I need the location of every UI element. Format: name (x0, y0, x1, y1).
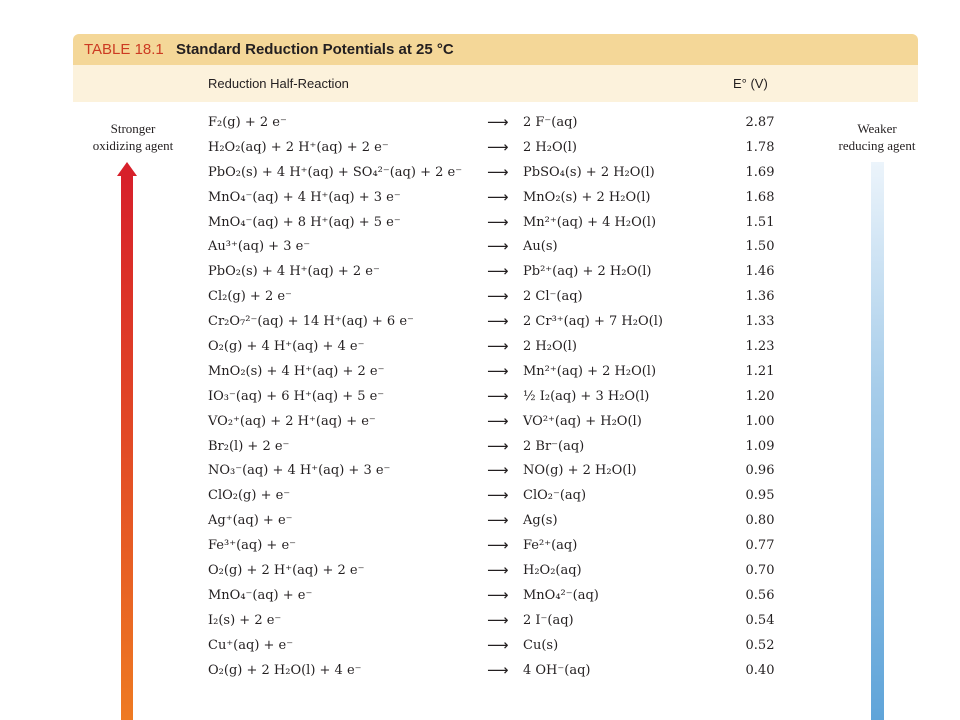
table-row (73, 585, 918, 610)
half-reaction-reactants: Br₂(l) + 2 e⁻ (208, 438, 290, 454)
standard-potential-value: 0.77 (745, 538, 775, 554)
half-reaction-reactants: I₂(s) + 2 e⁻ (208, 612, 282, 628)
half-reaction-products: NO(g) + 2 H₂O(l) (523, 463, 637, 479)
standard-potential-value: 0.56 (745, 587, 775, 603)
half-reaction-products: Mn²⁺(aq) + 2 H₂O(l) (523, 363, 657, 379)
half-reaction-reactants: Ag⁺(aq) + e⁻ (208, 513, 293, 529)
table-row (73, 485, 918, 510)
left-label-line-1: Stronger (110, 121, 156, 136)
half-reaction-reactants: F₂(g) + 2 e⁻ (208, 115, 287, 130)
half-reaction-reactants: O₂(g) + 2 H⁺(aq) + 2 e⁻ (208, 563, 365, 579)
reaction-arrow-icon: ⟶ (487, 511, 509, 530)
half-reaction-products: H₂O₂(aq) (523, 563, 582, 579)
table-row (73, 187, 918, 212)
standard-potential-value: 1.69 (745, 164, 775, 180)
table-title-bar (73, 34, 918, 65)
standard-potential-value: 1.36 (745, 289, 775, 305)
half-reaction-reactants: O₂(g) + 2 H₂O(l) + 4 e⁻ (208, 662, 362, 678)
reaction-arrow-icon: ⟶ (487, 610, 509, 629)
reaction-arrow-icon: ⟶ (487, 411, 509, 430)
half-reaction-reactants: O₂(g) + 4 H⁺(aq) + 4 e⁻ (208, 339, 365, 355)
standard-potential-value: 1.78 (745, 139, 775, 155)
table-row (73, 236, 918, 261)
half-reaction-reactants: Fe³⁺(aq) + e⁻ (208, 538, 297, 554)
table-title: Standard Reduction Potentials at 25 °C (175, 41, 454, 58)
standard-potential-value: 0.52 (745, 637, 775, 653)
half-reaction-reactants: MnO₂(s) + 4 H⁺(aq) + 2 e⁻ (208, 363, 385, 379)
reaction-arrow-icon: ⟶ (487, 561, 509, 580)
table-row (73, 510, 918, 535)
half-reaction-reactants: ClO₂(g) + e⁻ (208, 488, 291, 504)
table-row (73, 610, 918, 635)
half-reaction-reactants: NO₃⁻(aq) + 4 H⁺(aq) + 3 e⁻ (208, 463, 391, 479)
table-row (73, 212, 918, 237)
reaction-arrow-icon: ⟶ (487, 212, 509, 231)
reaction-arrow-icon: ⟶ (487, 312, 509, 331)
standard-potential-value: 1.68 (745, 189, 775, 205)
half-reaction-reactants: H₂O₂(aq) + 2 H⁺(aq) + 2 e⁻ (208, 139, 389, 155)
half-reaction-products: 4 OH⁻(aq) (523, 662, 591, 678)
standard-potential-value: 0.95 (745, 488, 775, 504)
table-number: TABLE 18.1 (84, 41, 164, 58)
table-row (73, 635, 918, 660)
standard-potential-value: 0.80 (745, 513, 775, 529)
standard-potential-value: 0.54 (745, 612, 775, 628)
table-row (73, 311, 918, 336)
standard-potential-value: 1.21 (745, 363, 775, 379)
half-reaction-products: Fe²⁺(aq) (523, 538, 578, 554)
half-reaction-products: ½ I₂(aq) + 3 H₂O(l) (523, 388, 650, 404)
half-reaction-products: Au(s) (523, 239, 558, 255)
table-caption (84, 41, 454, 58)
reaction-arrow-icon: ⟶ (487, 461, 509, 480)
half-reaction-products: 2 F⁻(aq) (523, 115, 578, 130)
half-reaction-reactants: Cr₂O₇²⁻(aq) + 14 H⁺(aq) + 6 e⁻ (208, 314, 414, 330)
standard-potential-value: 1.50 (745, 239, 775, 255)
half-reaction-reactants: IO₃⁻(aq) + 6 H⁺(aq) + 5 e⁻ (208, 388, 385, 404)
table-row (73, 286, 918, 311)
half-reaction-products: 2 Cr³⁺(aq) + 7 H₂O(l) (523, 314, 663, 330)
reaction-column-header: Reduction Half-Reaction (208, 76, 349, 91)
reaction-arrow-icon: ⟶ (487, 436, 509, 455)
standard-potential-value: 1.20 (745, 388, 775, 404)
table-row (73, 137, 918, 162)
half-reaction-reactants: Cl₂(g) + 2 e⁻ (208, 289, 292, 305)
table-row (73, 411, 918, 436)
reaction-arrow-icon: ⟶ (487, 585, 509, 604)
table-row (73, 660, 918, 685)
half-reaction-reactants: MnO₄⁻(aq) + 4 H⁺(aq) + 3 e⁻ (208, 189, 401, 205)
table-row (73, 436, 918, 461)
half-reaction-products: 2 H₂O(l) (523, 139, 577, 155)
potential-column-header: E° (V) (733, 76, 768, 91)
half-reaction-reactants: MnO₄⁻(aq) + e⁻ (208, 587, 313, 603)
standard-potential-value: 0.96 (745, 463, 775, 479)
half-reaction-products: VO²⁺(aq) + H₂O(l) (523, 413, 642, 429)
half-reaction-reactants: Au³⁺(aq) + 3 e⁻ (208, 239, 311, 255)
half-reaction-products: 2 H₂O(l) (523, 339, 577, 355)
reaction-arrow-icon: ⟶ (487, 660, 509, 679)
reaction-arrow-icon: ⟶ (487, 386, 509, 405)
reaction-arrow-icon: ⟶ (487, 361, 509, 380)
table-row (73, 336, 918, 361)
table-row (73, 535, 918, 560)
right-label-line-1: Weaker (857, 121, 897, 136)
half-reaction-products: 2 Br⁻(aq) (523, 438, 585, 454)
table-row (73, 361, 918, 386)
half-reaction-products: ClO₂⁻(aq) (523, 488, 587, 504)
half-reaction-products: MnO₄²⁻(aq) (523, 587, 599, 603)
half-reaction-products: Pb²⁺(aq) + 2 H₂O(l) (523, 264, 652, 280)
standard-potential-value: 1.51 (745, 214, 775, 230)
reduction-potentials-table (73, 34, 918, 720)
half-reaction-products: MnO₂(s) + 2 H₂O(l) (523, 189, 651, 205)
reaction-arrow-icon: ⟶ (487, 113, 509, 131)
half-reaction-rows (73, 112, 918, 684)
standard-potential-value: 1.00 (745, 413, 775, 429)
reaction-arrow-icon: ⟶ (487, 262, 509, 281)
reaction-arrow-icon: ⟶ (487, 162, 509, 181)
half-reaction-products: Ag(s) (523, 513, 558, 529)
half-reaction-reactants: VO₂⁺(aq) + 2 H⁺(aq) + e⁻ (208, 413, 376, 429)
reaction-arrow-icon: ⟶ (487, 187, 509, 206)
reaction-arrow-icon: ⟶ (487, 635, 509, 654)
standard-potential-value: 0.40 (745, 662, 775, 678)
half-reaction-products: Cu(s) (523, 637, 559, 653)
table-row (73, 460, 918, 485)
reaction-arrow-icon: ⟶ (487, 337, 509, 356)
table-row (73, 386, 918, 411)
standard-potential-value: 0.70 (745, 563, 775, 579)
half-reaction-products: PbSO₄(s) + 2 H₂O(l) (523, 164, 655, 180)
table-row (73, 162, 918, 187)
standard-potential-value: 1.46 (745, 264, 775, 280)
standard-potential-value: 1.33 (745, 314, 775, 330)
standard-potential-value: 2.87 (745, 115, 775, 130)
left-label-line-2: oxidizing agent (92, 138, 174, 153)
half-reaction-reactants: Cu⁺(aq) + e⁻ (208, 637, 294, 653)
column-header-bar (73, 65, 918, 102)
half-reaction-products: 2 Cl⁻(aq) (523, 289, 583, 305)
table-row (73, 261, 918, 286)
reaction-arrow-icon: ⟶ (487, 287, 509, 306)
half-reaction-products: 2 I⁻(aq) (523, 612, 574, 628)
reaction-arrow-icon: ⟶ (487, 137, 509, 156)
half-reaction-reactants: MnO₄⁻(aq) + 8 H⁺(aq) + 5 e⁻ (208, 214, 401, 230)
table-row (73, 560, 918, 585)
half-reaction-reactants: PbO₂(s) + 4 H⁺(aq) + 2 e⁻ (208, 264, 380, 280)
reaction-arrow-icon: ⟶ (487, 536, 509, 555)
half-reaction-reactants: PbO₂(s) + 4 H⁺(aq) + SO₄²⁻(aq) + 2 e⁻ (208, 164, 463, 180)
standard-potential-value: 1.23 (745, 339, 775, 355)
right-label-line-2: reducing agent (838, 138, 916, 153)
reaction-arrow-icon: ⟶ (487, 486, 509, 505)
half-reaction-products: Mn²⁺(aq) + 4 H₂O(l) (523, 214, 657, 230)
standard-potential-value: 1.09 (745, 438, 775, 454)
reaction-arrow-icon: ⟶ (487, 237, 509, 256)
table-row (73, 112, 918, 137)
